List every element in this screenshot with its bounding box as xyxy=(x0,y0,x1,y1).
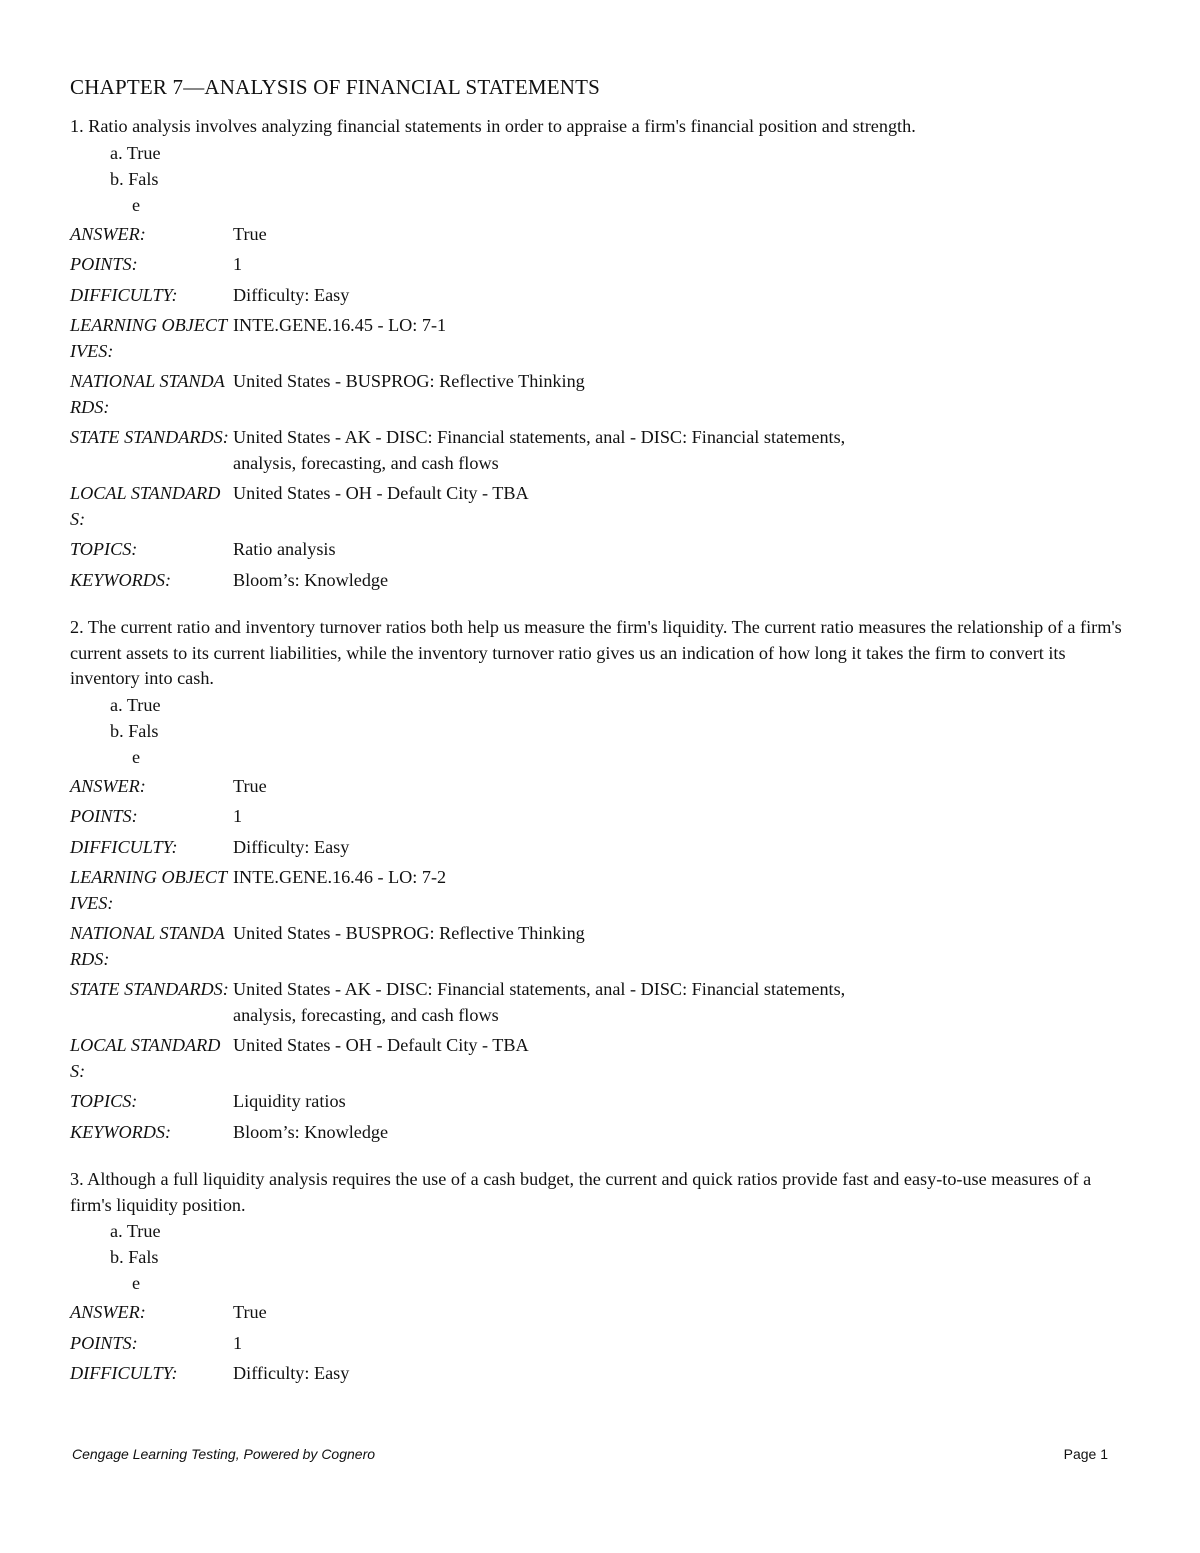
question-separator xyxy=(70,1150,1130,1167)
points-row xyxy=(70,252,1130,278)
local-standards-value: United States - OH - Default City - TBA xyxy=(233,1035,529,1055)
option-b-continuation: e xyxy=(132,1273,141,1293)
document-page xyxy=(70,72,1130,1392)
question-metadata xyxy=(70,222,1130,594)
question-stem: 3. Although a full liquidity analysis requires the use of a cash budget, the current and quick ratios provide fast and easy-to-use measures of a firm's liquidity position. xyxy=(70,1169,1092,1215)
chapter-title: CHAPTER 7—ANALYSIS OF FINANCIAL STATEMENTS xyxy=(70,75,601,99)
points-label: POINTS: xyxy=(70,254,138,274)
question-metadata xyxy=(70,774,1130,1146)
local-standards-value: United States - OH - Default City - TBA xyxy=(233,483,529,503)
keywords-label: KEYWORDS: xyxy=(70,569,172,590)
points-value: 1 xyxy=(233,254,243,274)
difficulty-value: Difficulty: Easy xyxy=(233,836,350,857)
option-b xyxy=(70,1244,1130,1296)
points-row xyxy=(70,804,1130,830)
points-value: 1 xyxy=(233,806,243,826)
option-b-continuation: e xyxy=(132,746,141,767)
topics-value: Ratio analysis xyxy=(233,539,336,559)
national-standards-value: United States - BUSPROG: Reflective Thinking xyxy=(233,371,585,391)
learning-objectives-row xyxy=(70,865,1130,916)
topics-row xyxy=(70,1089,1130,1115)
answer-label: ANSWER: xyxy=(70,223,146,244)
question-2 xyxy=(70,615,1130,1145)
points-row xyxy=(70,1331,1130,1357)
keywords-value: Bloom’s: Knowledge xyxy=(233,1121,389,1142)
state-standards-row xyxy=(70,977,1130,1028)
difficulty-value: Difficulty: Easy xyxy=(233,284,350,305)
option-b-text: b. Fals xyxy=(110,1247,159,1267)
difficulty-row xyxy=(70,835,1130,861)
difficulty-row xyxy=(70,1361,1130,1387)
keywords-row xyxy=(70,1120,1130,1146)
answer-value: True xyxy=(233,1302,267,1322)
topics-label: TOPICS: xyxy=(70,1091,138,1111)
option-a: a. True xyxy=(110,694,161,715)
question-1 xyxy=(70,114,1130,593)
difficulty-label: DIFFICULTY: xyxy=(70,836,178,857)
difficulty-label: DIFFICULTY: xyxy=(70,284,178,305)
question-3 xyxy=(70,1167,1130,1387)
answer-value: True xyxy=(233,223,267,244)
topics-label: TOPICS: xyxy=(70,539,138,559)
topics-value: Liquidity ratios xyxy=(233,1091,346,1111)
page-footer xyxy=(72,1446,1108,1462)
option-b-continuation: e xyxy=(132,194,141,215)
footer-publisher: Cengage Learning Testing, Powered by Cognero xyxy=(72,1446,376,1462)
option-b-text: b. Fals xyxy=(110,720,159,741)
footer-page-number: Page 1 xyxy=(1063,1446,1108,1462)
points-label: POINTS: xyxy=(70,806,138,826)
answer-label: ANSWER: xyxy=(70,775,146,796)
difficulty-label: DIFFICULTY: xyxy=(70,1363,178,1383)
state-standards-label: STATE STANDARDS: xyxy=(70,979,229,999)
local-standards-row xyxy=(70,1033,1130,1084)
keywords-value: Bloom’s: Knowledge xyxy=(233,569,389,590)
national-standards-value: United States - BUSPROG: Reflective Thinking xyxy=(233,923,585,943)
learning-objectives-label: LEARNING OBJECTIVES: xyxy=(70,315,228,361)
state-standards-value: United States - AK - DISC: Financial statements, anal - DISC: Financial statements, analysis, forecasting, and cash flows xyxy=(233,427,846,473)
answer-row xyxy=(70,774,1130,800)
answer-label: ANSWER: xyxy=(70,1302,146,1322)
question-separator xyxy=(70,598,1130,615)
learning-objectives-row xyxy=(70,313,1130,364)
points-label: POINTS: xyxy=(70,1332,138,1353)
local-standards-row xyxy=(70,481,1130,532)
option-a: a. True xyxy=(110,142,161,163)
topics-row xyxy=(70,537,1130,563)
keywords-row xyxy=(70,568,1130,594)
national-standards-label: NATIONAL STANDARDS: xyxy=(70,923,225,969)
learning-objectives-value: INTE.GENE.16.45 - LO: 7-1 xyxy=(233,315,447,335)
state-standards-row xyxy=(70,425,1130,476)
question-metadata xyxy=(70,1300,1130,1387)
question-stem: 1. Ratio analysis involves analyzing financial statements in order to appraise a firm's financial position and strength. xyxy=(70,116,916,136)
state-standards-value: United States - AK - DISC: Financial statements, anal - DISC: Financial statements, analysis, forecasting, and cash flows xyxy=(233,979,846,1025)
option-b xyxy=(70,166,1130,218)
learning-objectives-label: LEARNING OBJECTIVES: xyxy=(70,867,228,913)
answer-row xyxy=(70,222,1130,248)
answer-value: True xyxy=(233,775,267,796)
answer-row xyxy=(70,1300,1130,1326)
national-standards-row xyxy=(70,921,1130,972)
national-standards-row xyxy=(70,369,1130,420)
option-b-text: b. Fals xyxy=(110,168,159,189)
local-standards-label: LOCAL STANDARDS: xyxy=(70,1035,221,1081)
difficulty-row xyxy=(70,283,1130,309)
national-standards-label: NATIONAL STANDARDS: xyxy=(70,371,225,417)
question-stem: 2. The current ratio and inventory turnover ratios both help us measure the firm's liquidity. The current ratio measures the relationship of a firm's current assets to its current liabilities, while the inventory turnover ratio gives us an indication of how long it takes the firm to convert its inventory into cash. xyxy=(70,617,1122,688)
option-a: a. True xyxy=(110,1221,161,1241)
difficulty-value: Difficulty: Easy xyxy=(233,1363,350,1383)
state-standards-label: STATE STANDARDS: xyxy=(70,427,229,447)
learning-objectives-value: INTE.GENE.16.46 - LO: 7-2 xyxy=(233,867,447,887)
points-value: 1 xyxy=(233,1332,243,1353)
local-standards-label: LOCAL STANDARDS: xyxy=(70,483,221,529)
keywords-label: KEYWORDS: xyxy=(70,1121,172,1142)
option-b xyxy=(70,718,1130,770)
